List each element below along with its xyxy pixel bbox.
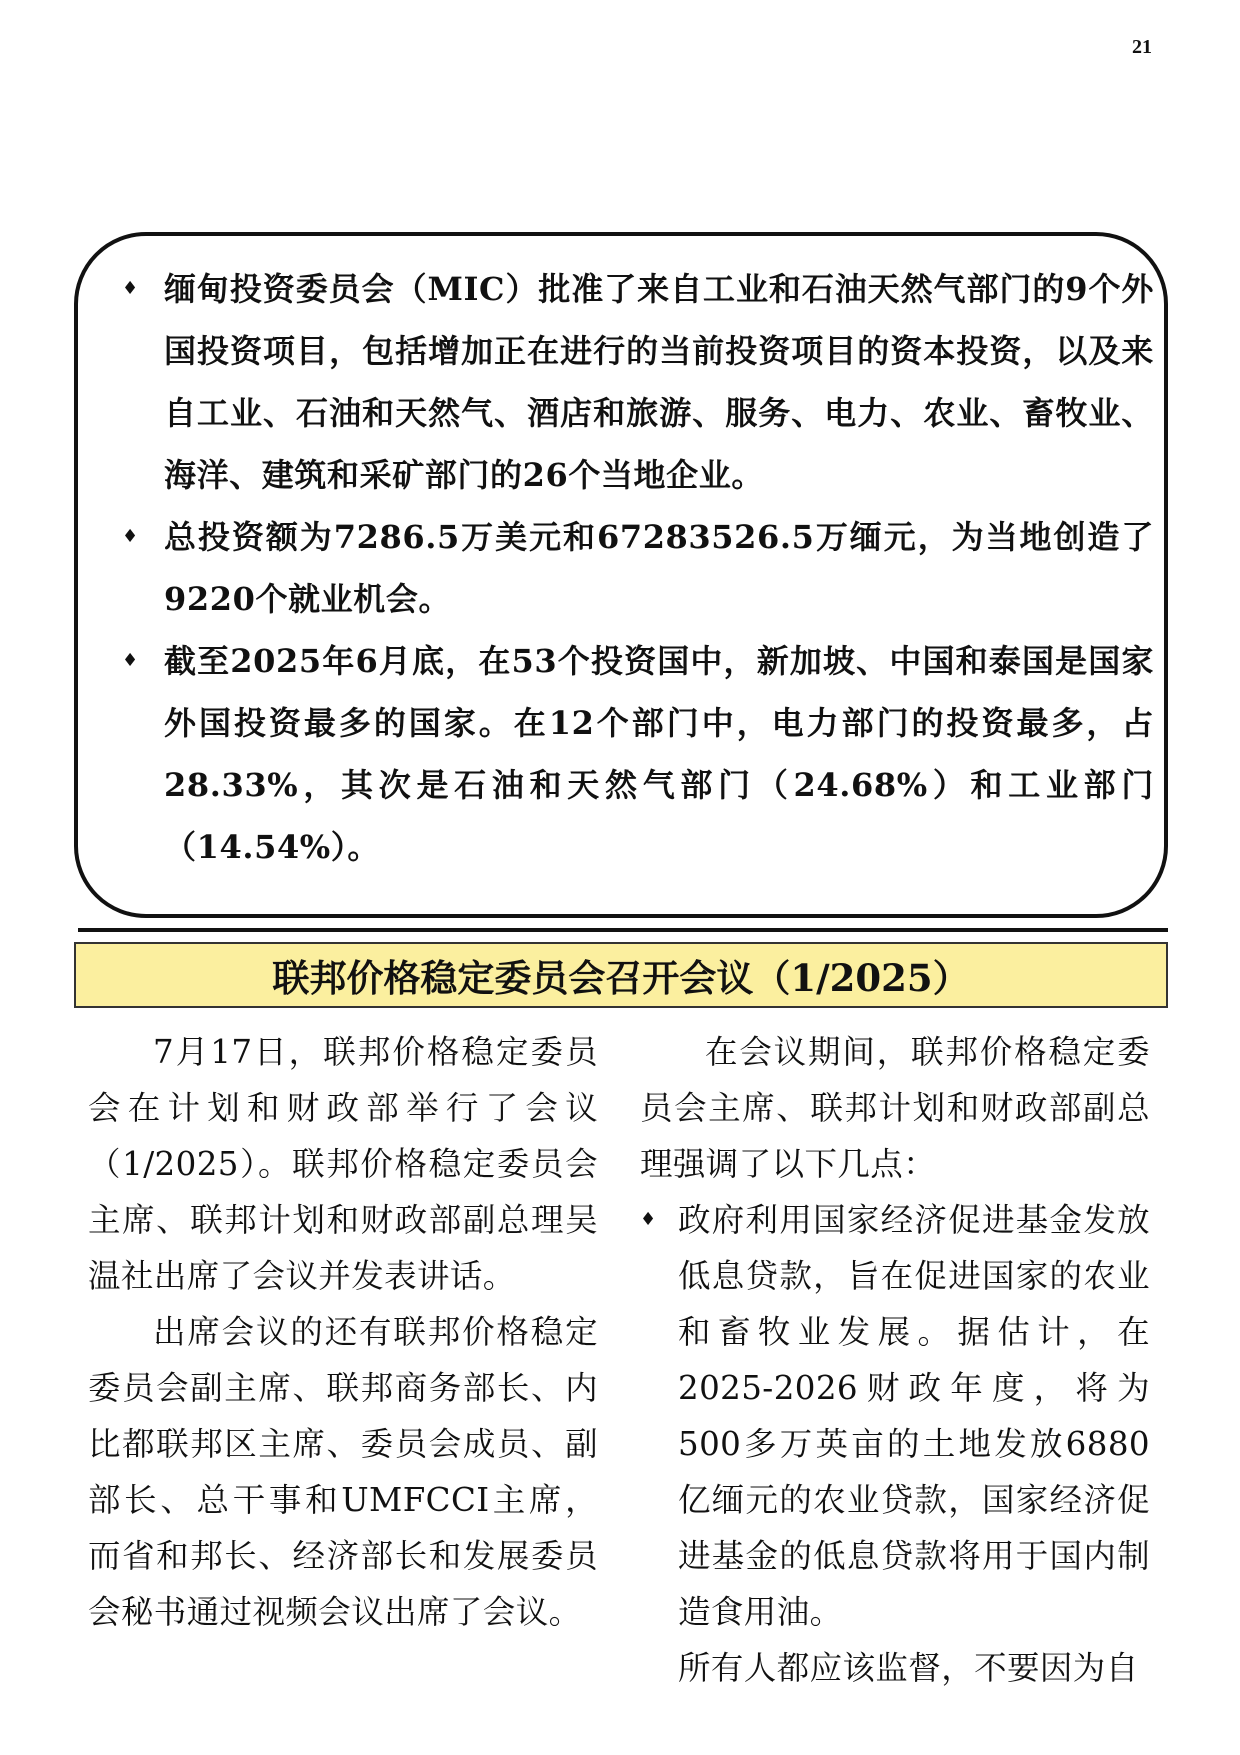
article-left-column (88, 1024, 598, 1640)
diamond-bullet-icon: ♦ (640, 1209, 657, 1230)
summary-bullet-text: 总投资额为7286.5万美元和67283526.5万缅元，为当地创造了9220个就业机会。 (164, 518, 1154, 618)
summary-bullet-text: 截至2025年6月底，在53个投资国中，新加坡、中国和泰国是国家外国投资最多的国家。在12个部门中，电力部门的投资最多，占28.33%，其次是石油和天然气部门（24.68%）和工业部门（14.54%）。 (164, 642, 1154, 866)
article-paragraph: 出席会议的还有联邦价格稳定委员会副主席、联邦商务部长、内比都联邦区主席、委员会成员、副部长、总干事和UMFCCI主席，而省和邦长、经济部长和发展委员会秘书通过视频会议出席了会议。 (88, 1313, 598, 1631)
article-bullet-list (640, 1192, 1150, 1640)
article-paragraph: 7月17日，联邦价格稳定委员会在计划和财政部举行了会议（1/2025）。联邦价格稳定委员会主席、联邦计划和财政部副总理吴温社出席了会议并发表讲话。 (88, 1033, 598, 1295)
diamond-bullet-icon: ♦ (122, 650, 139, 671)
summary-bullet-item (104, 630, 1154, 878)
diamond-bullet-icon: ♦ (122, 526, 139, 547)
article-continuation: 所有人都应该监督，不要因为自 (678, 1649, 1139, 1687)
article-headline: 联邦价格稳定委员会召开会议（1/2025） (74, 942, 1168, 1008)
article-paragraph: 在会议期间，联邦价格稳定委员会主席、联邦计划和财政部副总理强调了以下几点： (640, 1033, 1150, 1183)
summary-bullet-item (104, 506, 1154, 630)
summary-bullet-list (104, 258, 1154, 878)
summary-box (74, 232, 1168, 918)
article-bullet-text: 政府利用国家经济促进基金发放低息贷款，旨在促进国家的农业和畜牧业发展。据估计，在2025-2026财政年度，将为500多万英亩的土地发放6880亿缅元的农业贷款，国家经济促进基金的低息贷款将用于国内制造食用油。 (678, 1201, 1150, 1631)
section-divider (78, 928, 1168, 932)
article-bullet-item (640, 1192, 1150, 1640)
article-right-column (640, 1024, 1150, 1696)
summary-bullet-text: 缅甸投资委员会（MIC）批准了来自工业和石油天然气部门的9个外国投资项目，包括增加正在进行的当前投资项目的资本投资，以及来自工业、石油和天然气、酒店和旅游、服务、电力、农业、畜牧业、海洋、建筑和采矿部门的26个当地企业。 (164, 270, 1154, 494)
page-number: 21 (1132, 36, 1152, 58)
summary-bullet-item (104, 258, 1154, 506)
diamond-bullet-icon: ♦ (122, 278, 139, 299)
